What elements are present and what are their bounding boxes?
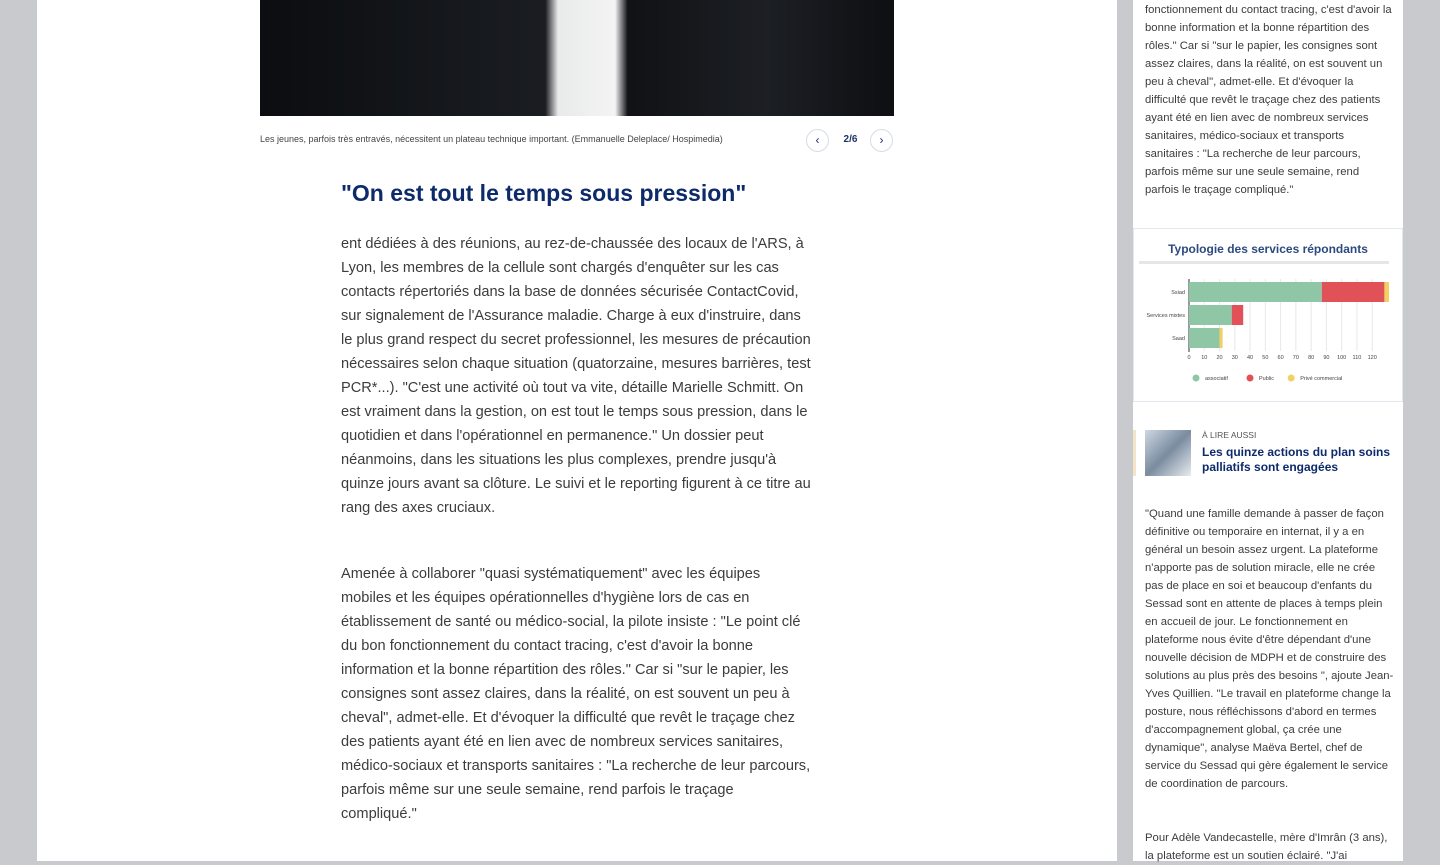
x-tick-label: 10 [1201,355,1208,361]
bar-chart [1134,251,1402,401]
bar-privé-commercial [1220,328,1223,348]
related-thumbnail[interactable] [1145,430,1191,476]
bar-associatif [1189,282,1322,302]
chart-title: Typologie des services répondants [1168,242,1368,256]
related-link[interactable]: Les quinze actions du plan soins palliatifs sont engagées [1202,445,1391,474]
article-paragraph: Amenée à collaborer "quasi systématiquement" avec les équipes mobiles et les équipes opérationnelles d'hygiène lors de cas en établissement de santé ou médico-social, la pilote insiste : "Le point clé du bon fonctionnement du contact tracing, c'est d'avoir la bonne information et la bonne répartition des rôles." Car si "sur le papier, les consignes sont assez claires, dans la réalité, on est souvent un peu à cheval", admet-elle. Et d'évoquer la difficulté que revêt le traçage chez des patients ayant été en lien avec de nombreux services sanitaires, médico-sociaux et transports sanitaires : "La recherche de leur parcours, parfois même sur une seule semaine, rend parfois le traçage compliqué." [341,566,811,822]
sidebar-text: fonctionnement du contact tracing, c'est d'avoir la bonne information et la bonne répartition des rôles." Car si "sur le papier, les consignes sont assez claires, dans la réalité, on est souvent un peu à cheval", admet-elle. Et d'évoquer la difficulté que revêt le traçage chez des patients ayant été en lien avec de nombreux services sanitaires, médico-sociaux et transports sanitaires : "La recherche de leur parcours, parfois même sur une seule semaine, rend parfois le traçage compliqué." [1145,4,1392,196]
related-kicker: À LIRE AUSSI [1202,430,1257,440]
chevron-right-icon: › [879,133,884,147]
gallery-prev-button[interactable] [806,129,829,152]
gallery-next-button[interactable] [870,129,893,152]
bar-public [1322,282,1385,302]
y-category-label: Ssiad [1171,290,1185,296]
y-category-label: Saad [1172,336,1185,342]
sidebar [1133,0,1403,861]
bar-privé-commercial [1384,282,1389,302]
y-category-label: Services mixtes [1146,313,1185,319]
x-tick-label: 90 [1323,355,1330,361]
x-tick-label: 30 [1231,355,1238,361]
related-accent-bar [1133,430,1136,476]
legend-label: associatif [1205,376,1228,382]
article-column [37,0,1117,861]
x-tick-label: 20 [1216,355,1223,361]
x-tick-label: 110 [1352,355,1362,361]
chevron-left-icon: ‹ [815,133,820,147]
sidebar-text: "Quand une famille demande à passer de façon définitive ou temporaire en internat, il y a en général un besoin assez urgent. La plateforme n'apporte pas de solution miracle, elle ne crée pas de place en soi et beaucoup d'enfants du Sessad sont en attente de places à temps plein en accueil de jour. Le fonctionnement en plateforme nous évite d'être dépendant d'une nouvelle décision de MDPH et de construire des solutions au plus près des besoins ", ajoute Jean-Yves Quillien. "Le travail en plateforme change la posture, nous réfléchissons d'abord en termes d'accompagnement global, ça crée une dynamique", analyse Maëva Bertel, chef de service du Sessad qui gère également le service de coordination de parcours. [1145,508,1394,790]
x-tick-label: 120 [1367,355,1377,361]
photo-caption: Les jeunes, parfois très entravés, nécessitent un plateau technique important. (Emmanuelle Deleplace/ Hospimedia) [260,134,723,144]
legend-swatch [1247,375,1254,382]
article-photo [260,0,894,116]
x-tick-label: 50 [1262,355,1269,361]
x-tick-label: 100 [1337,355,1347,361]
gallery-counter: 2/6 [843,134,858,145]
x-tick-label: 80 [1308,355,1315,361]
legend-swatch [1288,375,1295,382]
legend-label: Privé commercial [1300,376,1343,382]
legend-label: Public [1259,376,1274,382]
sidebar-text: Pour Adèle Vandecastelle, mère d'Imrân (3 ans), la plateforme est un soutien éclairé. "J'ai [1145,832,1388,862]
x-tick-label: 70 [1292,355,1299,361]
x-tick-label: 60 [1277,355,1284,361]
legend-swatch [1193,375,1200,382]
chart-card [1133,228,1403,402]
related-article[interactable] [1133,428,1403,480]
x-tick-label: 40 [1247,355,1254,361]
bar-public [1232,305,1243,325]
bar-associatif [1189,305,1232,325]
section-heading: "On est tout le temps sous pression" [341,180,747,206]
bar-associatif [1189,328,1220,348]
article-paragraph: ent dédiées à des réunions, au rez-de-chaussée des locaux de l'ARS, à Lyon, les membres de la cellule sont chargés d'enquêter sur les cas contacts répertoriés dans la base de données sécurisée ContactCovid, sur signalement de l'Assurance maladie. Charge à eux d'instruire, dans le plus grand respect du secret professionnel, les mesures de précaution nécessaires selon chaque situation (quatorzaine, mesures barrières, test PCR*...). "C'est une activité où tout va vite, détaille Marielle Schmitt. On est vraiment dans la gestion, on est tout le temps sous pression, dans le quotidien et dans l'opérationnel en permanence." Un dossier peut néanmoins, dans les situations les plus complexes, prendre jusqu'à quinze jours avant sa clôture. Le suivi et le reporting figurent à ce titre au rang des axes cruciaux. [341,236,811,516]
chart-title-rule [1139,261,1389,264]
x-tick-label: 0 [1187,355,1191,361]
